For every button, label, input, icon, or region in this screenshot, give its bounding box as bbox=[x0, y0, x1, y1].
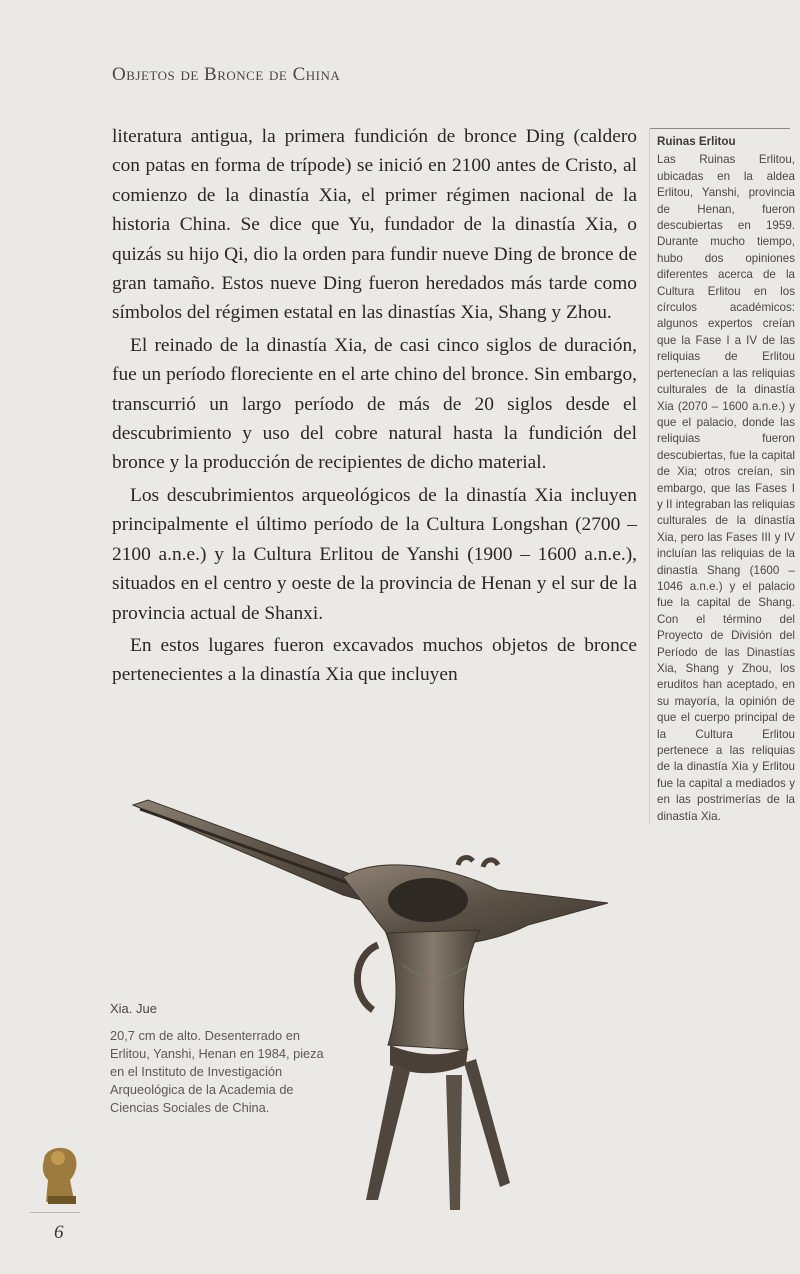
figure-caption bbox=[110, 1000, 340, 1117]
paragraph-4: En estos lugares fueron excavados muchos objetos de bronce pertenecientes a la dinastía Xia que incluyen bbox=[112, 634, 637, 686]
sidebar-note bbox=[649, 128, 795, 825]
caption-title: Xia. Jue bbox=[110, 1001, 157, 1016]
main-text bbox=[112, 122, 637, 693]
sidebar-body: Las Ruinas Erlitou, ubicadas en la aldea Erlitou, Yanshi, provincia de Henan, fueron descubiertas en 1959. Durante mucho tiempo, hubo dos opiniones diferentes acerca de la Cultura Erlitou en los círculos académicos: algunos expertos creían que la Fase I a IV de las reliquias de Erlitou pertenecían a las reliquias culturales de la dinastía Xia (2070 – 1600 a.n.e.) y que el palacio, donde las reliquias fueron descubiertas, fue la capital de Xia; otros creían, sin embargo, que las Fases I y II integraban las reliquias culturales de la dinastía Xia, pero las Fases III y IV incluían las reliquias de la dinastía Shang (1600 – 1046 a.n.e.) y el palacio fue la capital de Shang. Con el término del Proyecto de División del Período de las Dinastías Xia, Shang y Zhou, los eruditos han aceptado, en su mayoría, la opinión de que el cuerpo principal de la Cultura Erlitou pertenece a las reliquias de la dinastía Xia y Erlitou fue la capital a mediados y en las postrimerías de la dinastía Xia. bbox=[657, 153, 795, 823]
bronze-figurine-ornament bbox=[34, 1140, 84, 1210]
paragraph-2: El reinado de la dinastía Xia, de casi cinco siglos de duración, fue un período floreciente en el arte chino del bronce. Sin embargo, transcurrió un largo período de más de 20 siglos desde el descubrimiento y uso del cobre natural hasta la fundición del bronce y la producción de recipientes de dicho material. bbox=[112, 334, 637, 474]
sidebar-title: Ruinas Erlitou bbox=[657, 135, 736, 148]
page-number: 6 bbox=[54, 1222, 64, 1243]
caption-body: 20,7 cm de alto. Desenterrado en Erlitou, Yanshi, Henan en 1984, pieza en el Instituto de Investigación Arqueológica de la Academia de Ciencias Sociales de China. bbox=[110, 1028, 324, 1115]
paragraph-3: Los descubrimientos arqueológicos de la dinastía Xia incluyen principalmente el último período de la Cultura Longshan (2700 – 2100 a.n.e.) y la Cultura Erlitou de Yanshi (1900 – 1600 a.n.e.), situados en el centro y oeste de la provincia de Henan y el sur de la provincia actual de Shanxi. bbox=[112, 484, 637, 624]
paragraph-1: literatura antigua, la primera fundición de bronce Ding (caldero con patas en forma de trípode) se inició en 2100 antes de Cristo, al comienzo de la dinastía Xia, el primer régimen nacional de la historia China. Se dice que Yu, fundador de la dinastía Xia, o quizás su hijo Qi, dio la orden para fundir nueve Ding de bronce de gran tamaño. Estos nueve Ding fueron heredados más tarde como símbolos del régimen estatal en las dinastías Xia, Shang y Zhou. bbox=[112, 126, 637, 324]
footer-rule bbox=[30, 1212, 80, 1213]
running-title: Objetos de Bronce de China bbox=[112, 64, 341, 85]
